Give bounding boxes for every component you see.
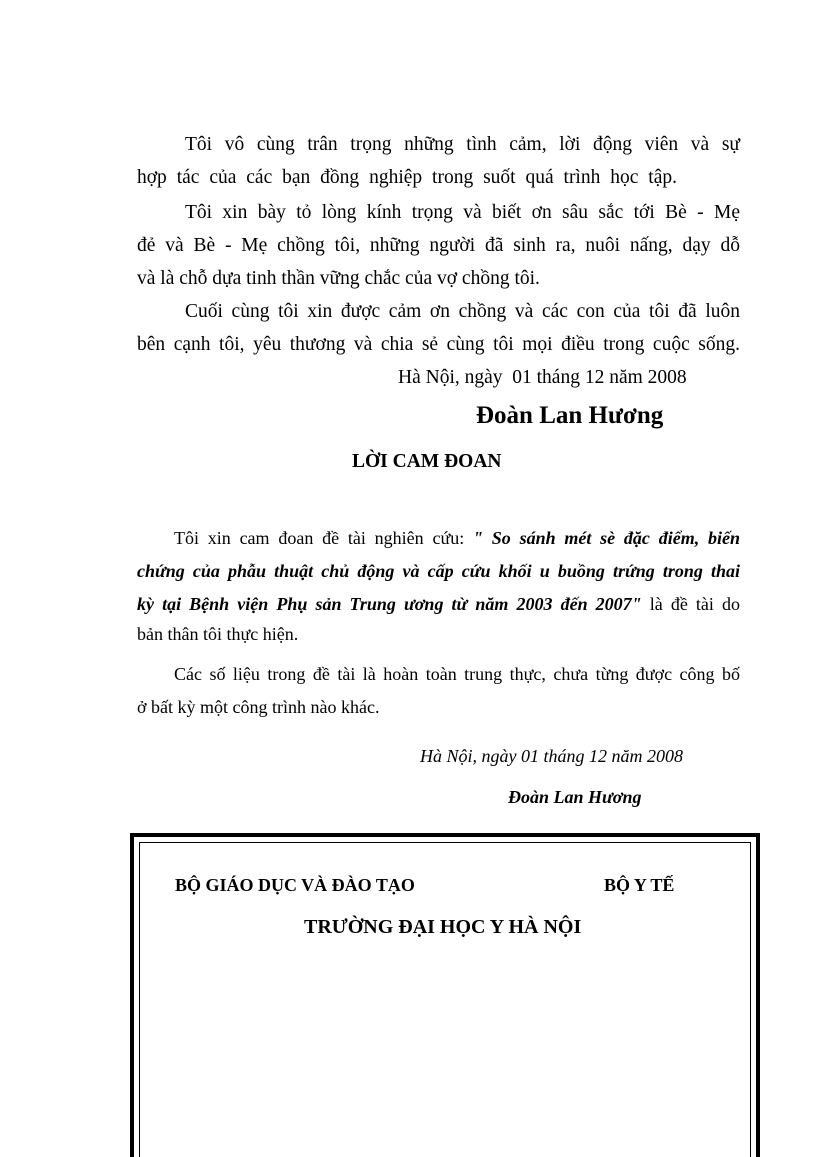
thesis-title: chứng của phẫu thuật chủ động và cấp cứu khối u buồng trứng trong thai (137, 561, 740, 581)
ack-line: hợp tác của các bạn đồng nghiệp trong suốt quá trình học tập. (137, 167, 677, 188)
declaration-date: Hà Nội, ngày 01 tháng 12 năm 2008 (420, 746, 683, 766)
thesis-title: kỳ tại Bệnh viện Phụ sản Trung ương từ năm 2003 đến 2007" (137, 594, 642, 614)
declaration-line (137, 592, 740, 616)
ack-line: đẻ và Bè - Mẹ chồng tôi, những người đã sinh ra, nuôi nấng, dạy dỗ (137, 235, 740, 256)
ack-line: và là chỗ dựa tinh thần vững chắc của vợ chồng tôi. (137, 268, 540, 289)
ack-date: Hà Nội, ngày 01 tháng 12 năm 2008 (398, 367, 687, 388)
ack-signature: Đoàn Lan Hương (476, 402, 664, 429)
ack-line: Tôi vô cùng trân trọng những tình cảm, lời động viên và sự (185, 134, 740, 155)
ack-line: Tôi xin bày tỏ lòng kính trọng và biết ơn sâu sắc tới Bè - Mẹ (185, 202, 740, 223)
university-name: TRƯỜNG ĐẠI HỌC Y HÀ NỘI (304, 916, 582, 938)
ack-line: bên cạnh tôi, yêu thương và chia sẻ cùng tôi mọi điều trong cuộc sống. (137, 334, 740, 355)
declaration-line: Các số liệu trong đề tài là hoàn toàn trung thực, chưa từng được công bố (174, 664, 740, 684)
ministry-education: BỘ GIÁO DỤC VÀ ĐÀO TẠO (175, 875, 415, 895)
ack-line: Cuối cùng tôi xin được cảm ơn chồng và các con của tôi đã luôn (185, 301, 740, 322)
declaration-line (174, 526, 740, 550)
declaration-text: là đề tài do (641, 594, 740, 614)
ministry-health: BỘ Y TẾ (604, 875, 675, 895)
declaration-line: bản thân tôi thực hiện. (137, 624, 299, 644)
declaration-title: LỜI CAM ĐOAN (352, 451, 502, 472)
declaration-signature: Đoàn Lan Hương (508, 787, 642, 807)
thesis-title: " So sánh mét sè đặc điểm, biến (472, 528, 740, 548)
declaration-text: Tôi xin cam đoan đề tài nghiên cứu: (174, 528, 473, 548)
declaration-line: ở bất kỳ một công trình nào khác. (137, 697, 380, 717)
